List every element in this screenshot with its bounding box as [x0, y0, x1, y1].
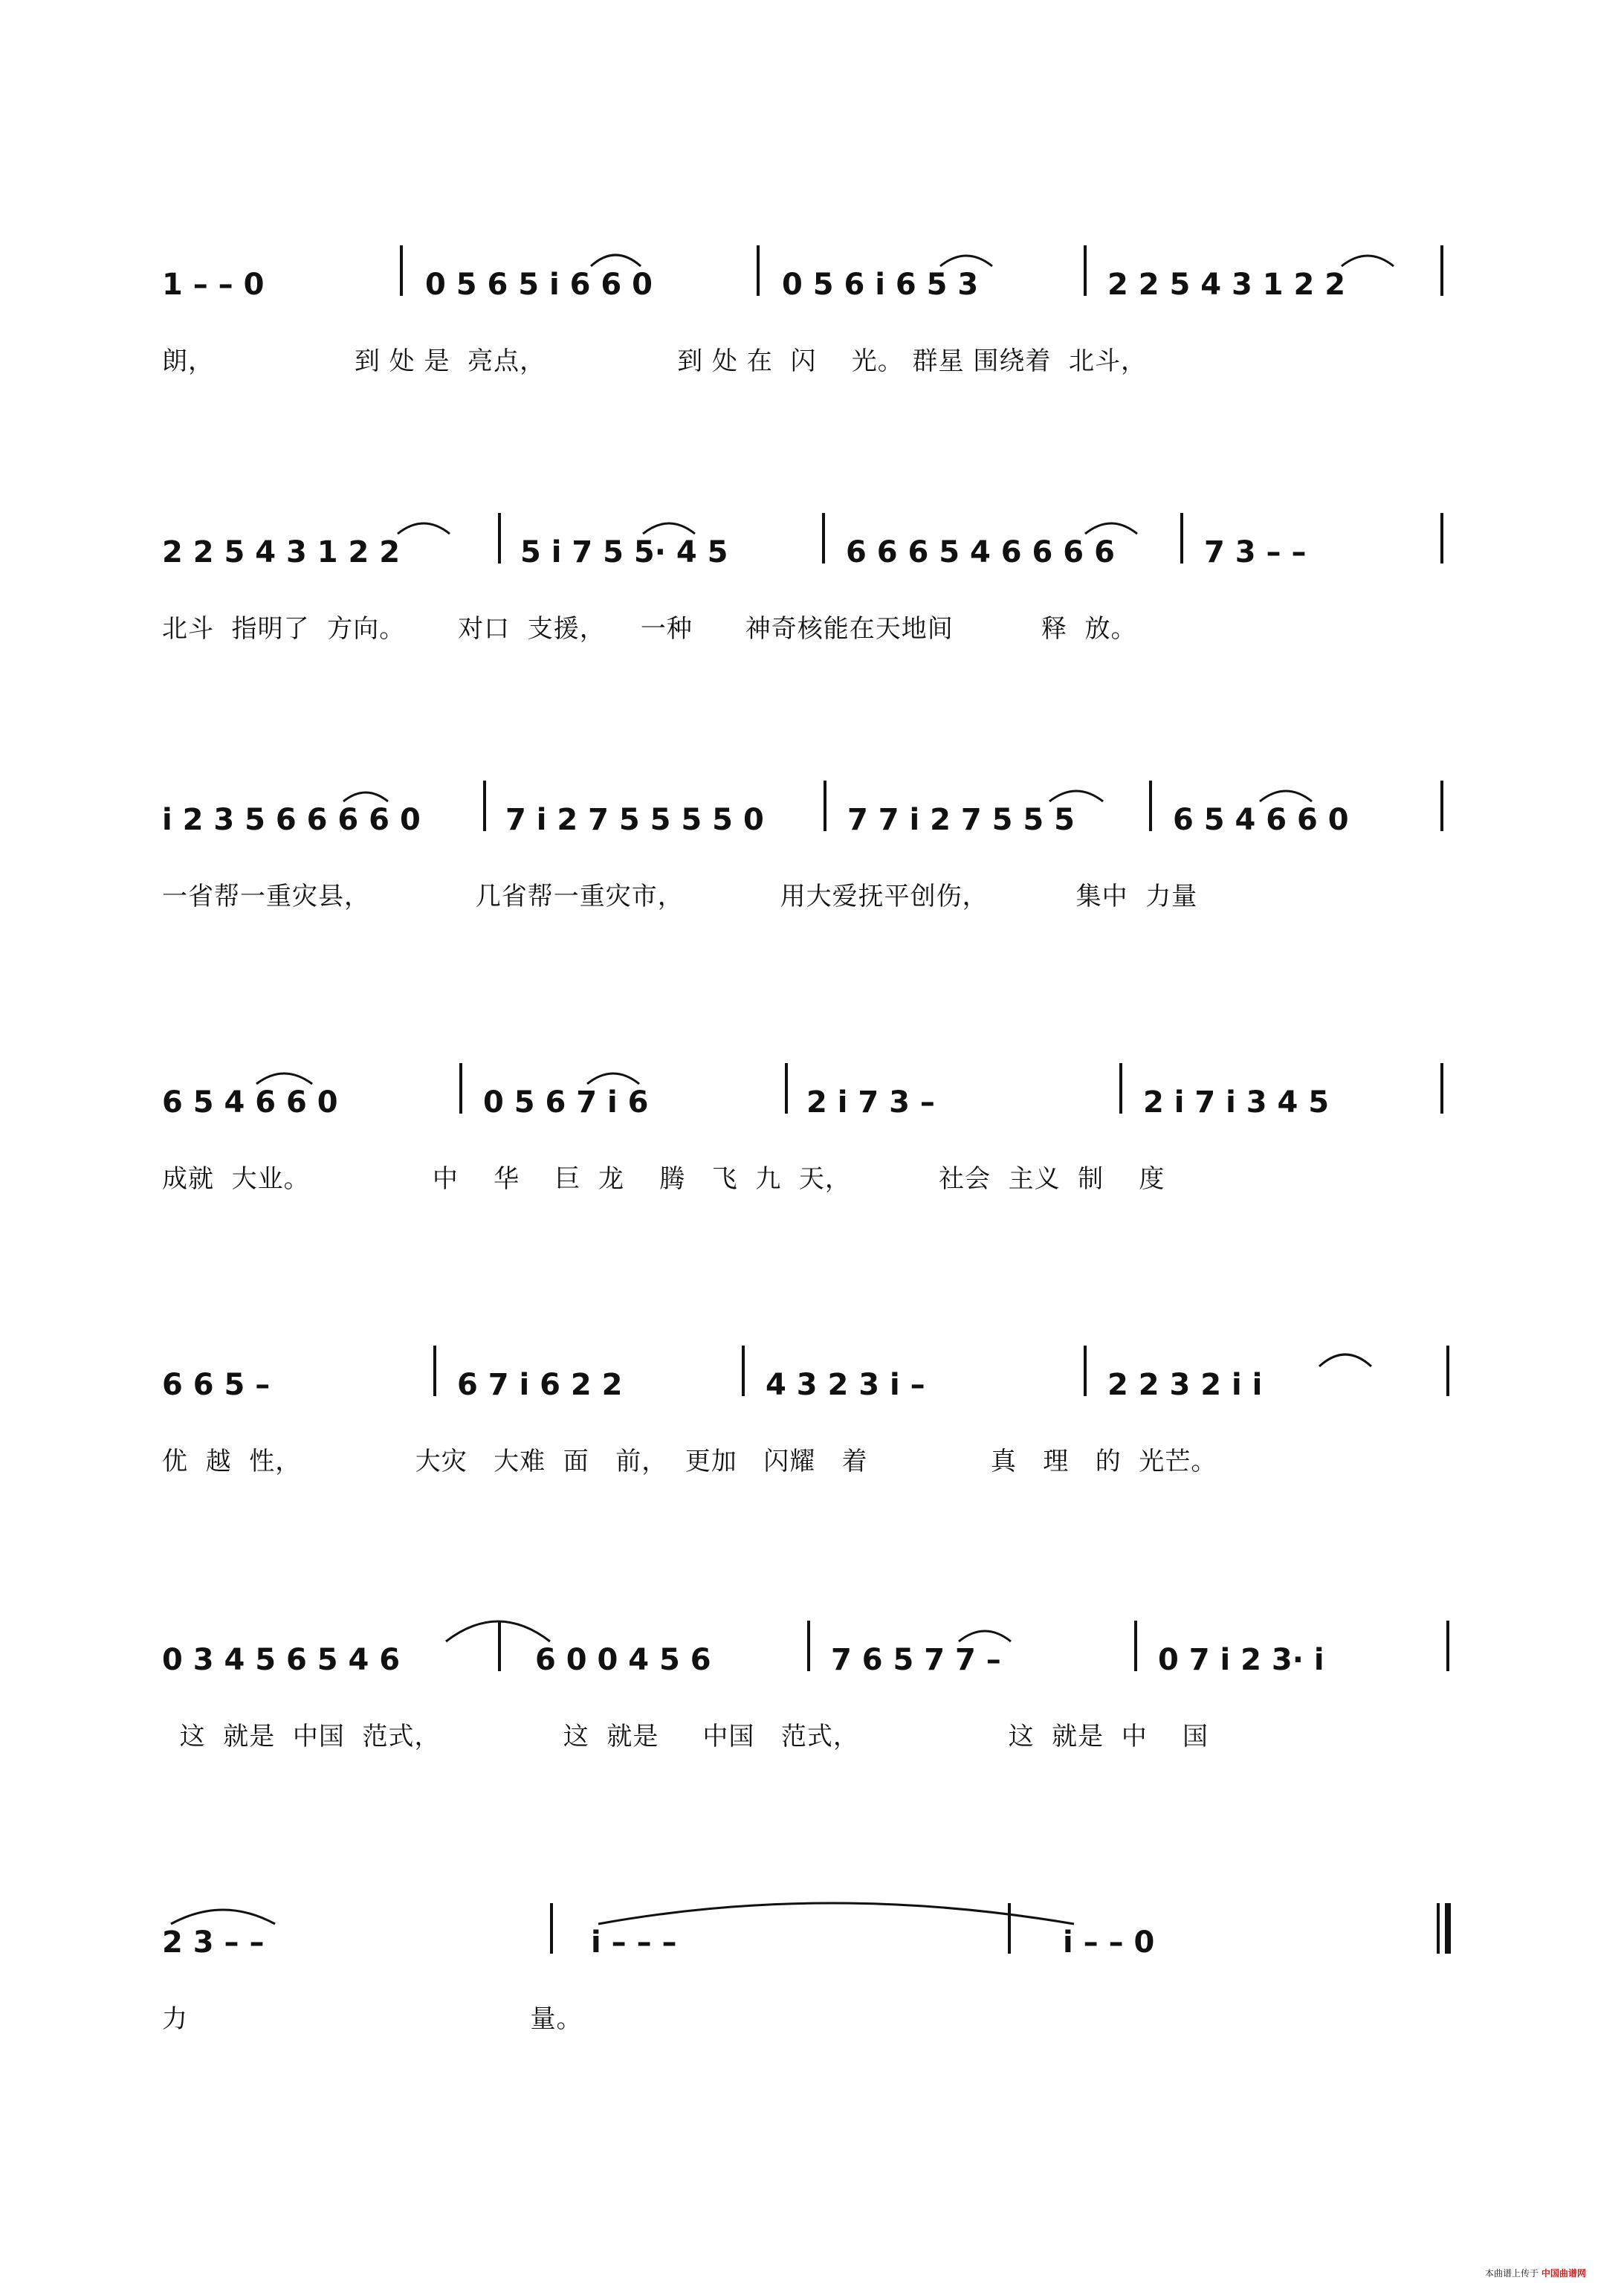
tie-slur [1085, 523, 1137, 534]
measure-2-notes: 7 i 2 7 5 5 5 5 0 [505, 803, 764, 837]
measure-2-notes: 0 5 6 5 i 6 6 0 [425, 268, 653, 302]
tie-slur [171, 1910, 275, 1924]
tie-slur [1342, 256, 1394, 266]
lyrics-text: 成就 大业。 中 华 巨 龙 腾 飞 九 天， 社会 主义 制 度 [162, 1164, 1165, 1194]
measure-4-notes: 2 i 7 i 3 4 5 [1143, 1085, 1330, 1120]
measure-4-notes: 2 2 3 2 i i [1107, 1368, 1263, 1402]
measure-2-notes: 0 5 6 7 i 6 [483, 1085, 649, 1120]
lyrics-text: 优 越 性， 大灾 大难 面 前， 更加 闪耀 着 真 理 的 光芒。 [162, 1447, 1217, 1476]
measure-2-notes: 6 7 i 6 2 2 [457, 1368, 623, 1402]
system-2 [0, 513, 1624, 706]
measure-1-notes: 2 3 – – [162, 1925, 265, 1960]
measure-3-notes: 2 i 7 3 – [806, 1085, 935, 1120]
measure-3-notes: 7 7 i 2 7 5 5 5 [847, 803, 1075, 837]
tie-slur [940, 256, 992, 266]
measure-1-notes: 1 – – 0 [162, 268, 265, 302]
tie-slur [1319, 1354, 1371, 1366]
tie-slur [591, 255, 641, 266]
tie-slur [959, 1631, 1011, 1641]
lyrics-line [0, 1716, 1624, 1760]
measure-1-notes: 6 5 4 6 6 0 [162, 1085, 338, 1120]
lyrics-text: 力 量。 [162, 2004, 583, 2034]
footer-site-link[interactable]: 中国曲谱网 [1541, 2268, 1586, 2279]
system-5 [0, 1346, 1624, 1539]
lyrics-line [0, 1158, 1624, 1203]
lyrics-text: 一省帮一重灾县， 几省帮一重灾市， 用大爱抚平创伤， 集中 力量 [162, 882, 1198, 911]
tie-slur [1260, 791, 1312, 801]
measure-2-notes: 6 0 0 4 5 6 [535, 1643, 711, 1677]
system-6 [0, 1621, 1624, 1814]
tie-slur [256, 1073, 312, 1084]
measure-4-notes: 6 5 4 6 6 0 [1173, 803, 1349, 837]
lyrics-text: 这 就是 中国 范式， 这 就是 中国 范式， 这 就是 中 国 [162, 1722, 1209, 1751]
measure-1-notes: 2 2 5 4 3 1 2 2 [162, 535, 401, 569]
lyrics-line [0, 340, 1624, 385]
system-4 [0, 1063, 1624, 1256]
measure-3-notes: 0 5 6 i 6 5 3 [782, 268, 979, 302]
measure-2-notes: 5 i 7 5 5· 4 5 [520, 535, 728, 569]
lyrics-line [0, 1441, 1624, 1485]
measure-1-notes: 6 6 5 – [162, 1368, 271, 1402]
measure-3-notes: 7 6 5 7 7 – [831, 1643, 1001, 1677]
lyrics-line [0, 876, 1624, 920]
tie-slur [343, 792, 388, 801]
system-7 [0, 1903, 1624, 2096]
tie-slur [398, 523, 450, 534]
footer-prefix: 本曲谱上传于 [1485, 2268, 1539, 2279]
lyrics-text: 朗， 到 处 是 亮点， 到 处 在 闪 光。 群星 围绕着 北斗， [162, 346, 1147, 376]
measure-4-notes: 7 3 – – [1204, 535, 1307, 569]
measure-1-notes: 0 3 4 5 6 5 4 6 [162, 1643, 401, 1677]
measure-3-notes: i – – 0 [1063, 1925, 1155, 1960]
system-3 [0, 781, 1624, 974]
tie-slur [643, 523, 695, 534]
measure-3-notes: 4 3 2 3 i – [766, 1368, 925, 1402]
tie-slur [587, 1073, 639, 1084]
measure-4-notes: 0 7 i 2 3· i [1158, 1643, 1324, 1677]
tie-slur [1049, 791, 1103, 801]
measure-4-notes: 2 2 5 4 3 1 2 2 [1107, 268, 1346, 302]
tie-slur [598, 1903, 1074, 1924]
measure-3-notes: 6 6 6 5 4 6 6 6 6 [846, 535, 1115, 569]
lyrics-line [0, 1998, 1624, 2043]
measure-2-notes: i – – – [591, 1925, 677, 1960]
lyrics-line [0, 608, 1624, 653]
measure-1-notes: i 2 3 5 6 6 6 6 0 [162, 803, 421, 837]
upload-footer [1485, 2267, 1586, 2279]
system-1 [0, 245, 1624, 439]
lyrics-text: 北斗 指明了 方向。 对口 支援， 一种 神奇核能在天地间 释 放。 [162, 614, 1137, 644]
